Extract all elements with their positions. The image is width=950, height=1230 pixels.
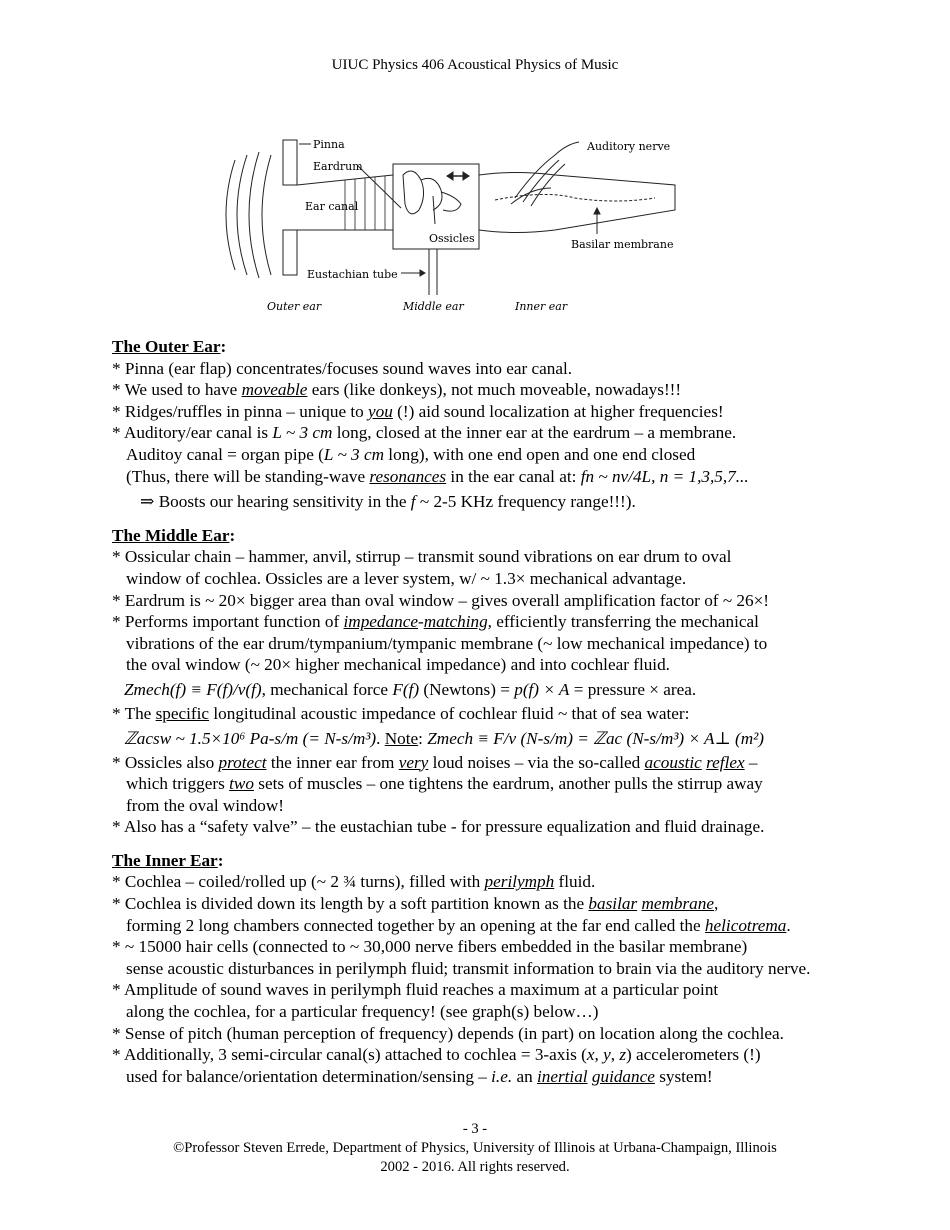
middle-line-8: * Ossicles also protect the inner ear from very loud noises – via the so-called acoustic reflex – [112, 752, 758, 772]
basilar-membrane-label: Basilar membrane [571, 238, 674, 251]
middle-ear-section: The Middle Ear: * Ossicular chain – hammer, anvil, stirrup – transmit sound vibrations on ear drum to oval window of cochlea. Ossicles are a lever system, w/ ~ 1.3× mechanical advantage. * Eardrum is ~ 20× bigger area than oval window – gives overall amplification factor of ~ 26×! * Performs important function of impedance-matching, efficiently transferring the mechanical vibrations of the ear drum/tympanium/tympanic membrane (~ low mechanical impedance) to the oval window (~ 20× higher mechanical impedance) and into cochlear fluid. Zmech(f) ≡ F(f)/v(f), mechanical force F(f) (Newtons) = p(f) × A = pressure × area. * The specific longitudinal acoustic impedance of cochlear fluid ~ that of sea water: ℤacsw ~ 1.5×10⁶ Pa-s/m (= N-s/m³). Note: Zmech ≡ F/v (N-s/m) = ℤac (N-s/m³) × A⊥ (m²) * Ossicles also protect the inner ear from very loud noises – via the so-called acoustic reflex – which triggers two sets of muscles – one tightens the eardrum, another pulls the stirrup away from the oval window! * Also has a “safety valve” – the eustachian tube - for pressure equalization and fluid drainage. [112, 525, 902, 838]
middle-line-4: * Performs important function of impedance-matching, efficiently transferring the mechanical [112, 612, 759, 632]
outer-line-7: ⇒ Boosts our hearing sensitivity in the f ~ 2-5 KHz frequency range!!!). [140, 492, 636, 512]
middle-line-7: * The specific longitudinal acoustic impedance of cochlear fluid ~ that of sea water: [112, 703, 690, 723]
middle-ear-title: The Middle Ear [112, 525, 230, 545]
outer-line-4: * Auditory/ear canal is L ~ 3 cm long, closed at the inner ear at the eardrum – a membrane. [112, 423, 737, 443]
outer-line-5: Auditoy canal = organ pipe (L ~ 3 cm long), with one end open and one end closed [126, 444, 696, 464]
inner-ear-label: Inner ear [515, 300, 568, 313]
eustachian-tube-label: Eustachian tube [307, 268, 398, 281]
ear-anatomy-diagram [215, 130, 685, 320]
inner-ear-section: The Inner Ear: * Cochlea – coiled/rolled up (~ 2 ¾ turns), filled with perilymph fluid. * Cochlea is divided down its length by a soft partition known as the basilar membrane, forming 2 long chambers connected together by an opening at the far end called the helicotrema. * ~ 15000 hair cells (connected to ~ 30,000 nerve fibers embedded in the basilar membrane) sense acoustic disturbances in perilymph fluid; transmit information to brain via the auditory nerve. * Amplitude of sound waves in perilymph fluid reaches a maximum at a particular point along the cochlea, for a particular frequency! (see graph(s) below…) * Sense of pitch (human perception of frequency) depends (in part) on location along the cochlea. * Additionally, 3 semi-circular canal(s) attached to cochlea = 3-axis (x, y, z) accelerometers (!) used for balance/orientation determination/sensing – i.e. an inertial guidance system! [112, 850, 902, 1088]
inner-line-6: * Amplitude of sound waves in perilymph fluid reaches a maximum at a particular point [112, 980, 719, 1000]
middle-line-11: * Also has a “safety valve” – the eustachian tube - for pressure equalization and fluid drainage. [112, 817, 765, 837]
page-footer [0, 1120, 950, 1177]
pinna-label: Pinna [313, 138, 345, 151]
document-body [112, 336, 902, 1099]
inner-ear-title: The Inner Ear [112, 850, 218, 870]
middle-line-5: vibrations of the ear drum/tympanium/tympanic membrane (~ low mechanical impedance) to [126, 633, 768, 653]
auditory-nerve-label: Auditory nerve [587, 140, 671, 153]
page-number: - 3 - [462, 1121, 488, 1137]
ear-anatomy-figure [215, 130, 685, 320]
inner-line-1: * Cochlea – coiled/rolled up (~ 2 ¾ turns), filled with perilymph fluid. [112, 872, 596, 892]
eardrum-label: Eardrum [313, 160, 363, 173]
middle-line-2: window of cochlea. Ossicles are a lever system, w/ ~ 1.3× mechanical advantage. [126, 568, 687, 588]
ear-canal-resonance-formula: fn ~ nv/4L, n = 1,3,5,7... [580, 466, 749, 486]
outer-ear-title: The Outer Ear [112, 337, 221, 356]
ear-canal-label: Ear canal [305, 200, 359, 213]
mechanical-impedance-formula: Zmech(f) ≡ F(f)/v(f), mechanical force F(f) (Newtons) = p(f) × A = pressure × area. [124, 679, 697, 699]
ossicles-label: Ossicles [429, 232, 475, 245]
inner-line-9: * Additionally, 3 semi-circular canal(s) attached to cochlea = 3-axis (x, y, z) accelerometers (!) [112, 1045, 761, 1065]
outer-line-1: * Pinna (ear flap) concentrates/focuses sound waves into ear canal. [112, 358, 573, 378]
copyright-years: 2002 - 2016. All rights reserved. [380, 1159, 570, 1175]
middle-line-1: * Ossicular chain – hammer, anvil, stirrup – transmit sound vibrations on ear drum to oval [112, 547, 732, 567]
inner-line-7: along the cochlea, for a particular frequency! (see graph(s) below…) [126, 1002, 599, 1022]
inner-line-8: * Sense of pitch (human perception of frequency) depends (in part) on location along the cochlea. [112, 1023, 784, 1043]
outer-line-6: (Thus, there will be standing-wave resonances in the ear canal at: fn ~ nv/4L, n = 1,3,5,7... [126, 466, 749, 486]
outer-ear-label: Outer ear [267, 300, 322, 313]
middle-line-6: the oval window (~ 20× higher mechanical impedance) and into cochlear fluid. [126, 655, 670, 675]
inner-line-2: * Cochlea is divided down its length by a soft partition known as the basilar membrane, [112, 894, 719, 914]
inner-line-4: * ~ 15000 hair cells (connected to ~ 30,000 nerve fibers embedded in the basilar membrane) [112, 937, 748, 957]
outer-line-2: * We used to have moveable ears (like donkeys), not much moveable, nowadays!!! [112, 380, 682, 400]
acoustic-impedance-formula: ℤacsw ~ 1.5×10⁶ Pa-s/m (= N-s/m³). Note: Zmech ≡ F/v (N-s/m) = ℤac (N-s/m³) × A⊥ (m²) [124, 728, 765, 748]
inner-line-5: sense acoustic disturbances in perilymph fluid; transmit information to brain via the auditory nerve. [126, 958, 811, 978]
middle-line-9: which triggers two sets of muscles – one tightens the eardrum, another pulls the stirrup away [126, 774, 763, 794]
middle-line-10: from the oval window! [126, 795, 284, 815]
copyright-line: ©Professor Steven Errede, Department of Physics, University of Illinois at Urbana-Champaign, Illinois [173, 1140, 777, 1156]
inner-line-10: used for balance/orientation determination/sensing – i.e. an inertial guidance system! [126, 1066, 713, 1086]
outer-ear-section: The Outer Ear: * Pinna (ear flap) concentrates/focuses sound waves into ear canal. * We used to have moveable ears (like donkeys), not much moveable, nowadays!!! * Ridges/ruffles in pinna – unique to you (!) aid sound localization at higher frequencies! * Auditory/ear canal is L ~ 3 cm long, closed at the inner ear at the eardrum – a membrane. Auditoy canal = organ pipe (L ~ 3 cm long), with one end open and one end closed (Thus, there will be standing-wave resonances in the ear canal at: fn ~ nv/4L, n = 1,3,5,7... ⇒ Boosts our hearing sensitivity in the f ~ 2-5 KHz frequency range!!!). [112, 336, 902, 513]
middle-line-3: * Eardrum is ~ 20× bigger area than oval window – gives overall amplification factor of ~ 26×! [112, 590, 770, 610]
page-header: UIUC Physics 406 Acoustical Physics of Music [331, 57, 619, 73]
inner-line-3: forming 2 long chambers connected together by an opening at the far end called the helicotrema. [126, 915, 791, 935]
middle-ear-label: Middle ear [403, 300, 464, 313]
outer-line-3: * Ridges/ruffles in pinna – unique to you (!) aid sound localization at higher frequencies! [112, 401, 724, 421]
